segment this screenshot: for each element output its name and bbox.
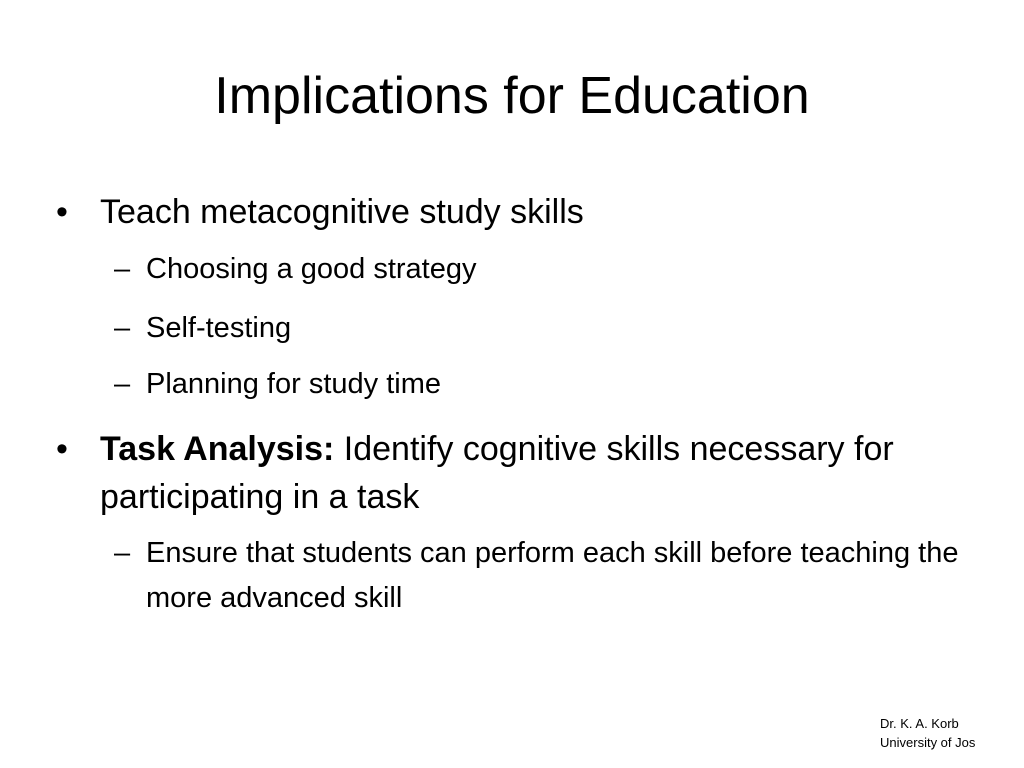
sub-bullet-text: Planning for study time (146, 368, 441, 400)
dash-marker: – (114, 253, 131, 285)
dash-marker: – (114, 368, 131, 400)
dash-marker: – (114, 537, 131, 569)
sub-bullet-item (54, 247, 974, 292)
sub-bullet-item (54, 306, 974, 351)
sub-bullet-item (54, 362, 974, 407)
dash-marker: – (114, 312, 131, 344)
bullet-marker: • (56, 430, 68, 468)
bullet-bold-text: Task Analysis: (100, 430, 335, 468)
bullet-item (54, 188, 974, 236)
sub-bullet-text: Self-testing (146, 312, 292, 344)
bullet-text: Teach metacognitive study skills (100, 193, 584, 231)
bullet-marker: • (56, 193, 68, 231)
bullet-text: Identify cognitive skills necessary for participating in a task (100, 430, 904, 516)
sub-bullet-text: Ensure that students can perform each skill before teaching the more advanced skill (146, 537, 959, 614)
sub-bullet-item (54, 531, 974, 621)
footer-author: Dr. K. A. Korb (880, 716, 959, 731)
slide-footer (880, 714, 975, 752)
slide-title: Implications for Education (214, 67, 810, 125)
footer-affiliation: University of Jos (880, 735, 976, 750)
bullet-item (54, 425, 974, 521)
slide-body (54, 188, 974, 621)
sub-bullet-text: Choosing a good strategy (146, 253, 477, 285)
